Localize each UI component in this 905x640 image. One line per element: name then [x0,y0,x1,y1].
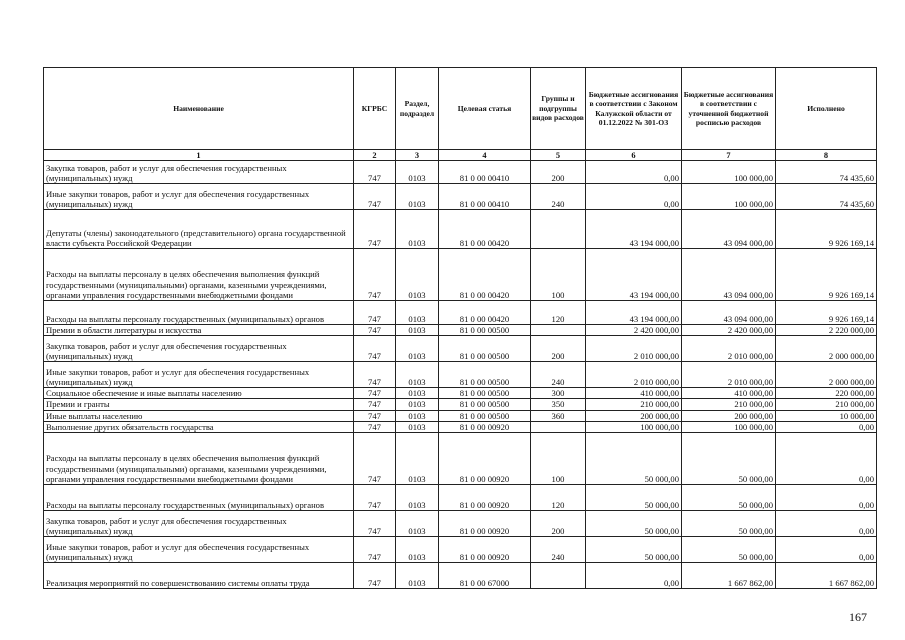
row-law-amount: 2 010 000,00 [586,362,682,388]
column-number: 2 [354,150,396,161]
row-kgrbs: 747 [354,563,396,589]
column-number: 5 [531,150,586,161]
row-kgrbs: 747 [354,511,396,537]
row-kgrbs: 747 [354,301,396,325]
row-kgrbs: 747 [354,210,396,249]
row-law-amount: 2 010 000,00 [586,336,682,362]
row-expense-group [531,325,586,336]
row-rospis-amount: 100 000,00 [682,161,776,184]
table-row [44,362,877,388]
row-target-article: 81 0 00 00500 [439,362,531,388]
row-executed-amount: 1 667 862,00 [776,563,877,589]
row-section: 0103 [396,325,439,336]
table-row [44,161,877,184]
row-name: Расходы на выплаты персоналу в целях обеспечения выполнения функций государственными (муниципальными) органами, казенными учреждениями, органами управления государственными внебюджетными фондами [44,249,354,301]
table-row [44,485,877,511]
row-law-amount: 200 000,00 [586,410,682,421]
row-law-amount: 210 000,00 [586,399,682,410]
row-executed-amount: 74 435,60 [776,161,877,184]
row-target-article: 81 0 00 00420 [439,249,531,301]
row-target-article: 81 0 00 00420 [439,210,531,249]
column-number: 4 [439,150,531,161]
row-name: Депутаты (члены) законодательного (представительного) органа государственной власти субъекта Российской Федерации [44,210,354,249]
row-expense-group: 240 [531,537,586,563]
row-law-amount: 410 000,00 [586,388,682,399]
column-number: 3 [396,150,439,161]
row-expense-group: 300 [531,388,586,399]
row-expense-group: 120 [531,301,586,325]
row-target-article: 81 0 00 00920 [439,421,531,432]
row-name: Закупка товаров, работ и услуг для обеспечения государственных (муниципальных) нужд [44,511,354,537]
table-row [44,421,877,432]
row-section: 0103 [396,511,439,537]
row-target-article: 81 0 00 00920 [439,485,531,511]
row-law-amount: 50 000,00 [586,537,682,563]
row-rospis-amount: 100 000,00 [682,421,776,432]
row-law-amount: 50 000,00 [586,433,682,485]
row-section: 0103 [396,485,439,511]
table-row [44,301,877,325]
row-section: 0103 [396,388,439,399]
row-target-article: 81 0 00 00500 [439,399,531,410]
row-section: 0103 [396,563,439,589]
row-section: 0103 [396,184,439,210]
row-expense-group: 100 [531,249,586,301]
row-name: Закупка товаров, работ и услуг для обеспечения государственных (муниципальных) нужд [44,336,354,362]
row-rospis-amount: 43 094 000,00 [682,249,776,301]
header-expense-groups: Группы и подгруппы видов расходов [531,68,586,150]
row-law-amount: 0,00 [586,184,682,210]
row-kgrbs: 747 [354,537,396,563]
table-row [44,399,877,410]
table-row [44,249,877,301]
row-rospis-amount: 1 667 862,00 [682,563,776,589]
row-kgrbs: 747 [354,325,396,336]
row-kgrbs: 747 [354,362,396,388]
row-target-article: 81 0 00 00920 [439,511,531,537]
row-executed-amount: 9 926 169,14 [776,210,877,249]
row-rospis-amount: 50 000,00 [682,433,776,485]
row-section: 0103 [396,301,439,325]
row-expense-group: 100 [531,433,586,485]
row-executed-amount: 220 000,00 [776,388,877,399]
row-executed-amount: 210 000,00 [776,399,877,410]
row-name: Иные закупки товаров, работ и услуг для обеспечения государственных (муниципальных) нужд [44,537,354,563]
row-law-amount: 0,00 [586,563,682,589]
row-target-article: 81 0 00 00500 [439,388,531,399]
row-executed-amount: 2 220 000,00 [776,325,877,336]
page-number: 167 [849,610,867,624]
row-executed-amount: 0,00 [776,433,877,485]
header-kgrbs: КГРБС [354,68,396,150]
table-row [44,511,877,537]
table-row [44,336,877,362]
row-section: 0103 [396,537,439,563]
row-target-article: 81 0 00 00420 [439,301,531,325]
row-rospis-amount: 43 094 000,00 [682,210,776,249]
row-expense-group: 200 [531,161,586,184]
row-executed-amount: 0,00 [776,511,877,537]
row-name: Расходы на выплаты персоналу государственных (муниципальных) органов [44,301,354,325]
header-name: Наименование [44,68,354,150]
row-kgrbs: 747 [354,399,396,410]
row-name: Выполнение других обязательств государства [44,421,354,432]
row-kgrbs: 747 [354,421,396,432]
row-rospis-amount: 410 000,00 [682,388,776,399]
row-kgrbs: 747 [354,184,396,210]
row-law-amount: 100 000,00 [586,421,682,432]
row-rospis-amount: 50 000,00 [682,485,776,511]
row-target-article: 81 0 00 00500 [439,336,531,362]
row-target-article: 81 0 00 00920 [439,537,531,563]
row-executed-amount: 0,00 [776,537,877,563]
row-rospis-amount: 43 094 000,00 [682,301,776,325]
row-executed-amount: 10 000,00 [776,410,877,421]
row-law-amount: 50 000,00 [586,511,682,537]
header-section: Раздел, подраздел [396,68,439,150]
row-section: 0103 [396,249,439,301]
table-row [44,433,877,485]
row-name: Реализация мероприятий по совершенствованию системы оплаты труда [44,563,354,589]
row-law-amount: 0,00 [586,161,682,184]
row-expense-group: 120 [531,485,586,511]
row-rospis-amount: 2 420 000,00 [682,325,776,336]
table-body [44,161,877,589]
table-row [44,563,877,589]
row-executed-amount: 2 000 000,00 [776,362,877,388]
row-target-article: 81 0 00 67000 [439,563,531,589]
row-name: Расходы на выплаты персоналу в целях обеспечения выполнения функций государственными (муниципальными) органами, казенными учреждениями, органами управления государственными внебюджетными фондами [44,433,354,485]
header-executed: Исполнено [776,68,877,150]
row-name: Иные выплаты населению [44,410,354,421]
row-name: Премии и гранты [44,399,354,410]
column-number: 7 [682,150,776,161]
row-name: Премии в области литературы и искусства [44,325,354,336]
row-name: Иные закупки товаров, работ и услуг для обеспечения государственных (муниципальных) нужд [44,362,354,388]
row-section: 0103 [396,399,439,410]
row-target-article: 81 0 00 00500 [439,325,531,336]
header-target-article: Целевая статья [439,68,531,150]
table-header-row [44,68,877,150]
row-expense-group: 360 [531,410,586,421]
row-section: 0103 [396,161,439,184]
row-expense-group [531,210,586,249]
row-executed-amount: 9 926 169,14 [776,249,877,301]
row-rospis-amount: 200 000,00 [682,410,776,421]
row-section: 0103 [396,336,439,362]
table-row [44,410,877,421]
row-section: 0103 [396,210,439,249]
row-target-article: 81 0 00 00500 [439,410,531,421]
row-name: Иные закупки товаров, работ и услуг для обеспечения государственных (муниципальных) нужд [44,184,354,210]
row-expense-group: 200 [531,511,586,537]
row-kgrbs: 747 [354,388,396,399]
column-number: 6 [586,150,682,161]
row-law-amount: 50 000,00 [586,485,682,511]
row-expense-group [531,421,586,432]
row-rospis-amount: 100 000,00 [682,184,776,210]
row-section: 0103 [396,421,439,432]
row-target-article: 81 0 00 00410 [439,184,531,210]
row-name: Расходы на выплаты персоналу государственных (муниципальных) органов [44,485,354,511]
row-executed-amount: 2 000 000,00 [776,336,877,362]
row-law-amount: 43 194 000,00 [586,210,682,249]
row-expense-group: 240 [531,362,586,388]
row-executed-amount: 0,00 [776,485,877,511]
row-law-amount: 43 194 000,00 [586,301,682,325]
row-rospis-amount: 50 000,00 [682,511,776,537]
table-row [44,537,877,563]
row-executed-amount: 0,00 [776,421,877,432]
table-row [44,210,877,249]
column-number-row [44,150,877,161]
table-row [44,184,877,210]
header-law-allocations: Бюджетные ассигнования в соответствии с Законом Калужской области от 01.12.2022 № 301-ОЗ [586,68,682,150]
row-kgrbs: 747 [354,161,396,184]
table-row [44,325,877,336]
row-rospis-amount: 210 000,00 [682,399,776,410]
row-executed-amount: 74 435,60 [776,184,877,210]
row-name: Социальное обеспечение и иные выплаты населению [44,388,354,399]
row-expense-group: 350 [531,399,586,410]
column-number: 8 [776,150,877,161]
row-rospis-amount: 2 010 000,00 [682,336,776,362]
row-section: 0103 [396,410,439,421]
row-kgrbs: 747 [354,485,396,511]
row-expense-group [531,563,586,589]
row-target-article: 81 0 00 00410 [439,161,531,184]
row-section: 0103 [396,433,439,485]
row-kgrbs: 747 [354,433,396,485]
row-executed-amount: 9 926 169,14 [776,301,877,325]
row-target-article: 81 0 00 00920 [439,433,531,485]
row-rospis-amount: 2 010 000,00 [682,362,776,388]
row-section: 0103 [396,362,439,388]
row-law-amount: 2 420 000,00 [586,325,682,336]
row-law-amount: 43 194 000,00 [586,249,682,301]
row-rospis-amount: 50 000,00 [682,537,776,563]
budget-table [43,67,877,589]
table-row [44,388,877,399]
row-name: Закупка товаров, работ и услуг для обеспечения государственных (муниципальных) нужд [44,161,354,184]
row-expense-group: 240 [531,184,586,210]
row-kgrbs: 747 [354,336,396,362]
column-number: 1 [44,150,354,161]
row-expense-group: 200 [531,336,586,362]
row-kgrbs: 747 [354,249,396,301]
header-rospis-allocations: Бюджетные ассигнования в соответствии с уточненной бюджетной росписью расходов [682,68,776,150]
row-kgrbs: 747 [354,410,396,421]
